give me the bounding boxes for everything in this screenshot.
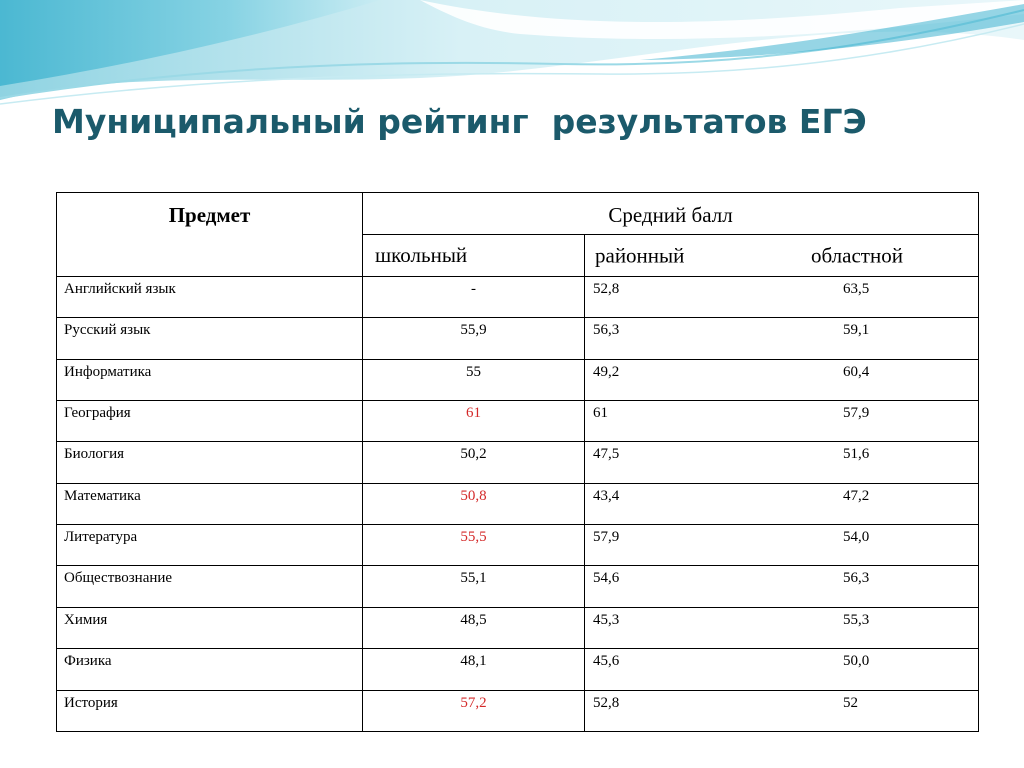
school-score-cell: 55 [363,359,585,400]
wave-decoration [0,0,1024,110]
regional-score: 50,0 [843,653,870,670]
district-score: 56,3 [593,322,620,339]
school-score-cell: - [363,276,585,317]
district-regional-cell [585,690,979,731]
district-score: 45,6 [593,653,620,670]
table-row [57,649,979,690]
regional-score: 51,6 [843,446,870,463]
subject-cell: Физика [57,649,363,690]
district-score: 52,8 [593,694,620,711]
slide-title: Муниципальный рейтинг результатов ЕГЭ [52,102,867,141]
table-row [57,318,979,359]
subject-cell: География [57,400,363,441]
district-regional-cell [585,400,979,441]
regional-score: 55,3 [843,611,870,628]
school-score-cell: 55,5 [363,525,585,566]
header-regional: областной [811,243,903,268]
header-school: школьный [363,235,585,276]
header-average: Средний балл [363,193,979,235]
district-score: 61 [593,404,608,421]
district-score: 49,2 [593,363,620,380]
district-regional-cell [585,607,979,648]
table-row [57,483,979,524]
subject-cell: Английский язык [57,276,363,317]
table-row [57,442,979,483]
regional-score: 54,0 [843,529,870,546]
school-score-cell: 61 [363,400,585,441]
district-score: 54,6 [593,570,620,587]
regional-score: 52 [843,694,858,711]
regional-score: 57,9 [843,404,870,421]
district-regional-cell [585,566,979,607]
header-row-1 [57,193,979,235]
district-score: 43,4 [593,487,620,504]
school-score-cell: 48,1 [363,649,585,690]
regional-score: 47,2 [843,487,870,504]
school-score-cell: 48,5 [363,607,585,648]
subject-cell: Информатика [57,359,363,400]
regional-score: 56,3 [843,570,870,587]
district-regional-cell [585,276,979,317]
school-score-cell: 50,8 [363,483,585,524]
table-row [57,276,979,317]
district-score: 57,9 [593,529,620,546]
school-score-cell: 55,1 [363,566,585,607]
table-row [57,607,979,648]
subject-cell: Обществознание [57,566,363,607]
table-row [57,566,979,607]
district-regional-cell [585,483,979,524]
subject-cell: Математика [57,483,363,524]
table-row [57,690,979,731]
table-row [57,359,979,400]
header-subject: Предмет [57,193,363,277]
results-table [56,192,979,732]
subject-cell: История [57,690,363,731]
district-regional-cell [585,359,979,400]
district-regional-cell [585,649,979,690]
school-score-cell: 57,2 [363,690,585,731]
district-regional-cell [585,525,979,566]
header-district-regional [585,235,979,276]
subject-cell: Химия [57,607,363,648]
subject-cell: Русский язык [57,318,363,359]
regional-score: 60,4 [843,363,870,380]
header-district: районный [595,243,685,268]
district-score: 52,8 [593,280,620,297]
table-row [57,525,979,566]
subject-cell: Литература [57,525,363,566]
subject-cell: Биология [57,442,363,483]
regional-score: 63,5 [843,280,870,297]
district-score: 45,3 [593,611,620,628]
district-regional-cell [585,442,979,483]
regional-score: 59,1 [843,322,870,339]
school-score-cell: 50,2 [363,442,585,483]
district-regional-cell [585,318,979,359]
district-score: 47,5 [593,446,620,463]
table-row [57,400,979,441]
school-score-cell: 55,9 [363,318,585,359]
